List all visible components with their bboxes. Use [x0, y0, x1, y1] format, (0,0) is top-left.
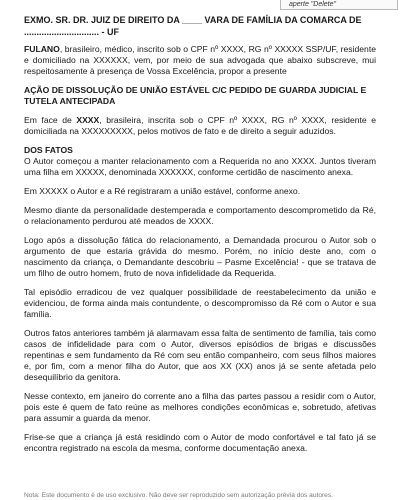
plaintiff-qualification	[24, 44, 376, 77]
defendant-name: XXXX	[76, 115, 100, 125]
facts-paragraph-3: Mesmo diante da personalidade destemperada e comportamento descomprometido da Ré, o relacionamento perdurou até meados de XXXX.	[24, 205, 376, 226]
facts-paragraph-6: Outros fatos anteriores também já alarmavam essa falta de sentimento de família, tais como casos de infidelidade para com o Autor, diversos episódios de brigas e discussões repentinas e sem fundamento da Ré com seu então companheiro, com seus filhos maiores e, por fim, com a menor filha do Autor, que aos XX (XX) anos já se sente afetada pelo desequilíbrio da genitora.	[24, 328, 376, 382]
facts-paragraph-7: Nesse contexto, em janeiro do corrente ano a filha das partes passou a residir com o Autor, pois este é quem de fato reúne as melhores condições econômicas e, sobretudo, afetivas para assumir a guarda da menor.	[24, 391, 376, 423]
facts-paragraph-8: Frise-se que a criança já está residindo com o Autor de modo confortável e tal fato já se encontra registrado na escola da mesma, conforme documentação anexa.	[24, 432, 376, 453]
facts-paragraph-5: Tal episódio erradicou de vez qualquer possibilidade de reestabelecimento da união e evidenciou, de forma ainda mais contundente, o descompromisso da Ré com o Autor e sua família.	[24, 287, 376, 319]
court-address-line1: EXMO. SR. DR. JUIZ DE DIREITO DA ____ VARA DE FAMÍLIA DA COMARCA DE	[24, 15, 362, 25]
facts-section-title: DOS FATOS	[24, 145, 73, 155]
facts-paragraph-1: O Autor começou a manter relacionamento com a Requerida no ano XXXX. Juntos tiveram uma filha em XXXXX, denominada XXXXXX, conforme certidão de nascimento anexa.	[24, 156, 376, 177]
facts-paragraph-4: Logo após a dissolução fática do relacionamento, a Demandada procurou o Autor sob o argumento de que estaria grávida do mesmo. Porém, no início deste ano, com o nascimento da criança, o Demandante descobriu – Pasme Excelência! - que se tratava de um filho de outro homem, fruto de nova infidelidade da Requerida.	[24, 235, 376, 278]
document-body	[24, 14, 376, 462]
facts-paragraph-2: Em XXXXX o Autor e a Ré registraram a união estável, conforme anexo.	[24, 186, 301, 196]
delete-hint-box: aperte "Delete"	[280, 0, 398, 10]
plaintiff-name: FULANO	[24, 44, 60, 54]
court-address	[24, 14, 376, 38]
defendant-prefix: Em face de	[24, 115, 77, 125]
defendant-qualification	[24, 115, 376, 137]
action-title: AÇÃO DE DISSOLUÇÃO DE UNIÃO ESTÁVEL C/C PEDIDO DE GUARDA JUDICIAL E TUTELA ANTECIPADA	[24, 85, 367, 106]
defendant-qualification-text: , brasileira, inscrita sob o CPF nº XXXX, RG nº XXXX, residente e domiciliada na XXXXXXXXX, pelos motivos de fato e de direito a seguir aduzidos.	[24, 115, 377, 136]
court-address-line2: .............................. - UF	[24, 27, 120, 37]
footnote: Nota: Este documento é de uso exclusivo. Não deve ser reproduzido sem autorização prévia dos autores.	[24, 492, 333, 499]
plaintiff-qualification-text: , brasileiro, médico, inscrito sob o CPF nº XXXX, RG nº XXXXX SSP/UF, residente e domiciliado na XXXXXX, vem, por meio de sua advogada que abaixo subscreve, mui respeitosamente à presença de Vossa Excelência, propor a presente	[24, 44, 376, 76]
